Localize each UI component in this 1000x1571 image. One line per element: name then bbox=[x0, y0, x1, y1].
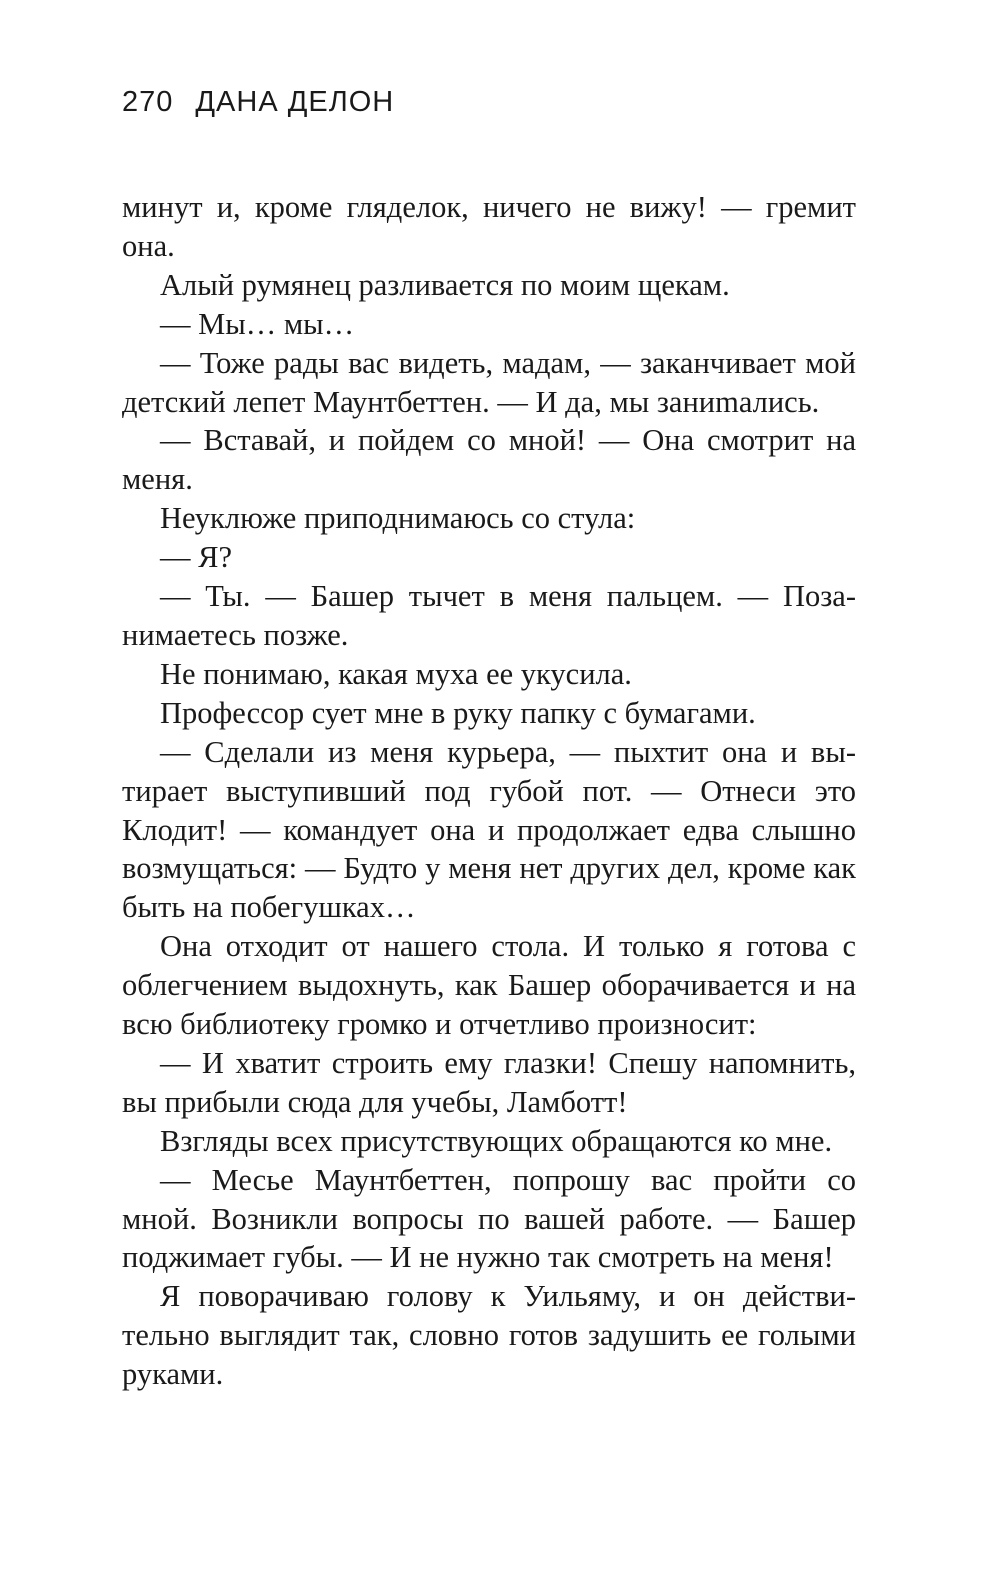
paragraph: — Я? bbox=[160, 540, 233, 575]
paragraph: Неуклюже приподнимаюсь со стула: bbox=[160, 501, 636, 536]
author-name: ДАНА ДЕЛОН bbox=[195, 86, 395, 118]
paragraph: Алый румянец разливается по моим щекам. bbox=[160, 267, 730, 302]
paragraph: — Сделали из меня курьера, — пыхтит она и вытирает выступивший под губой пот. — Отнеси это Клодит! — командует она и продолжает едва слышно возмущаться: — Будто у меня нет других дел, кроме как быть на побегушках… bbox=[122, 734, 856, 925]
paragraph: Я поворачиваю голову к Уильяму, и он действительно выглядит так, словно готов задушить ее голыми руками. bbox=[122, 1279, 856, 1392]
running-head bbox=[122, 86, 394, 119]
body-text bbox=[122, 188, 856, 1394]
page-number: 270 bbox=[122, 86, 174, 118]
paragraph: Она отходит от нашего стола. И только я готова с облегчением выдохнуть, как Башер оборачивается и на всю библиотеку громко и отчетливо произносит: bbox=[122, 929, 856, 1042]
paragraph: — Вставай, и пойдем со мной! — Она смотрит на меня. bbox=[122, 423, 856, 497]
paragraph: Взгляды всех присутствующих обращаются ко мне. bbox=[160, 1123, 833, 1158]
paragraph: Профессор сует мне в руку папку с бумагами. bbox=[160, 695, 756, 730]
paragraph: — Тоже рады вас видеть, мадам, — заканчивает мой детский лепет Маунтбеттен. — И да, мы заниmались. bbox=[122, 345, 856, 419]
paragraph: — Месье Маунтбеттен, попрошу вас пройти со мной. Возникли вопросы по вашей работе. — Башер поджимает губы. — И не нужно так смотреть на меня! bbox=[122, 1162, 856, 1275]
paragraph: — И хватит строить ему глазки! Спешу напомнить, вы прибыли сюда для учебы, Ламботт! bbox=[122, 1045, 856, 1119]
paragraph: минут и, кроме гляделок, ничего не вижу! — гремит она. bbox=[122, 190, 856, 263]
paragraph: — Мы… мы… bbox=[160, 306, 355, 341]
paragraph: Не понимаю, какая муха ее укусила. bbox=[160, 656, 632, 691]
paragraph: — Ты. — Башер тычет в меня пальцем. — Позанимаетесь позже. bbox=[122, 579, 856, 652]
